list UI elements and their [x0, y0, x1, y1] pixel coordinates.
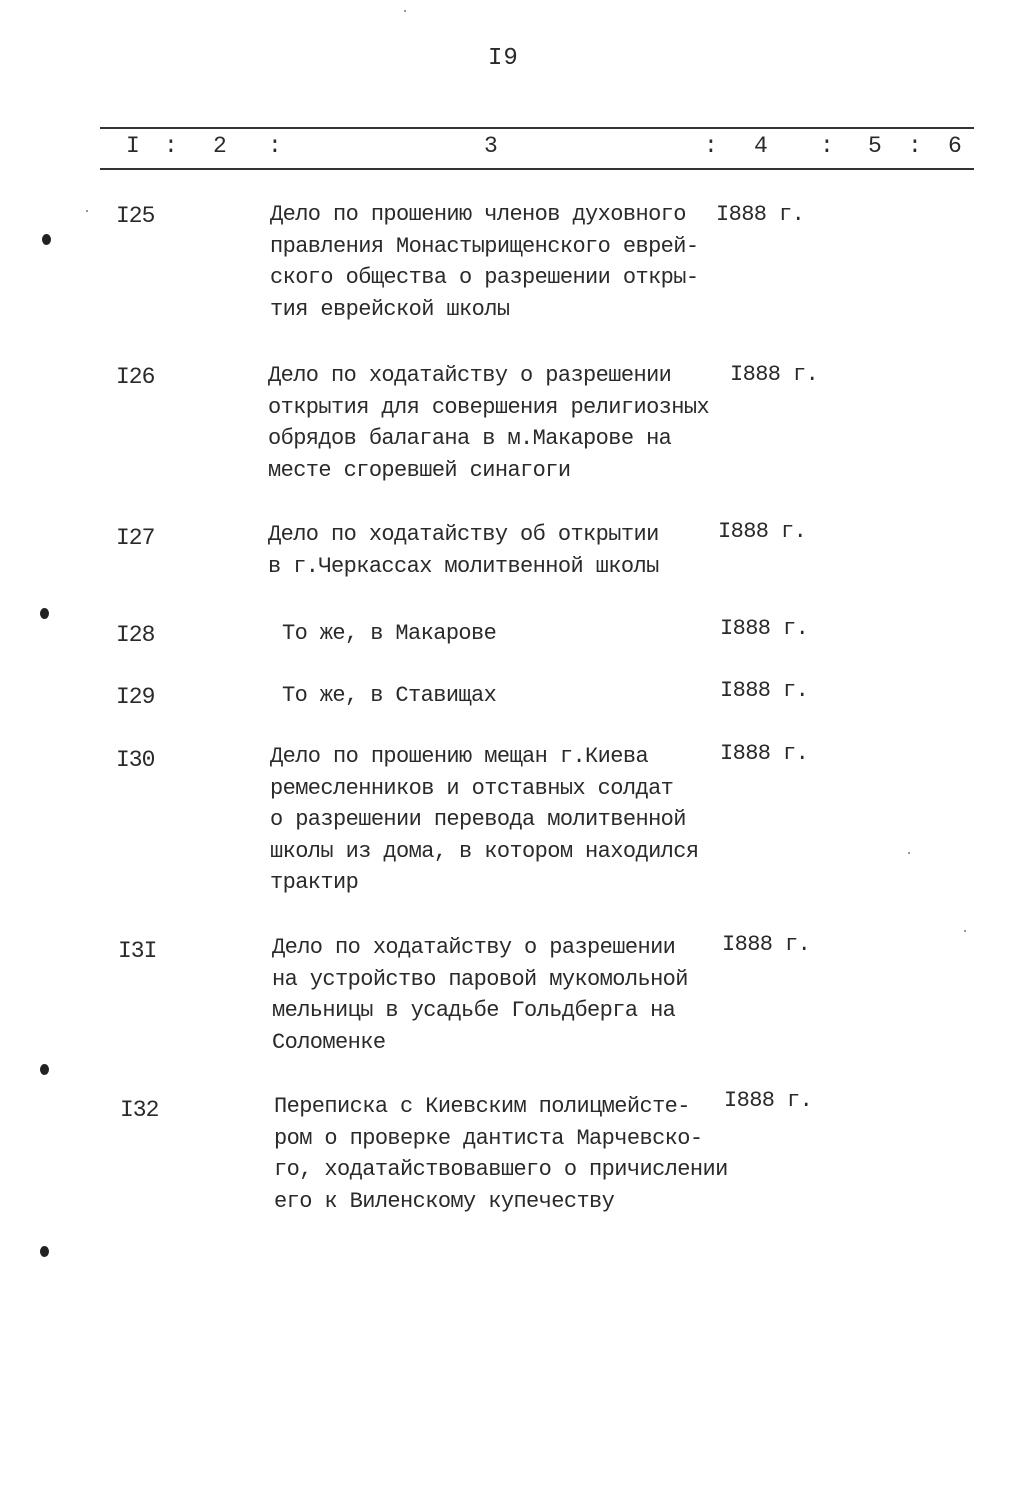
- entry-number: I28: [116, 622, 155, 648]
- column-separator: :: [268, 133, 282, 159]
- scan-speck: [964, 930, 966, 932]
- entry-description: Дело по ходатайству о разрешении на устройство паровой мукомольной мельницы в усадьбе Гольдберга на Соломенке: [272, 935, 688, 1055]
- entry-description: Переписка с Киевским полицмейсте- ром о проверке дантиста Марчевско- го, ходатайствовавшего о причислении его к Виленскому купечеству: [274, 1094, 728, 1214]
- entry-number: I32: [120, 1097, 159, 1123]
- entry-description: Дело по прошению мещан г.Киева ремесленников и отставных солдат о разрешении перевода молитвенной школы из дома, в котором находился трактир: [270, 744, 699, 895]
- table-header-rule: [100, 168, 974, 170]
- entry-number: I30: [116, 747, 155, 773]
- entry-number: I26: [116, 364, 155, 390]
- column-separator: :: [704, 133, 718, 159]
- column-header-3: 3: [484, 133, 498, 159]
- entry-number: I25: [116, 203, 155, 229]
- punch-hole-mark: [40, 1064, 49, 1075]
- column-separator: :: [164, 133, 178, 159]
- entry-year: I888 г.: [724, 1088, 813, 1113]
- entry-year: I888 г.: [720, 741, 809, 766]
- entry-description: То же, в Ставищах: [282, 683, 497, 708]
- entry-year: I888 г.: [720, 616, 809, 641]
- scan-speck: [908, 852, 910, 854]
- entry-number: I29: [116, 684, 155, 710]
- punch-hole-mark: [42, 234, 51, 245]
- punch-hole-mark: [40, 608, 49, 619]
- punch-hole-mark: [40, 1246, 49, 1257]
- scan-speck: [86, 210, 88, 212]
- column-separator: :: [820, 133, 834, 159]
- entry-description: Дело по прошению членов духовного правления Монастырищенского еврей- ского общества о разрешении откры- тия еврейской школы: [270, 202, 699, 322]
- table-top-rule: [100, 127, 974, 129]
- entry-description: Дело по ходатайству о разрешении открытия для совершения религиозных обрядов балагана в м.Макарове на месте сгоревшей синагоги: [268, 363, 710, 483]
- entry-description: Дело по ходатайству об открытии в г.Черкассах молитвенной школы: [268, 522, 659, 579]
- entry-year: I888 г.: [716, 202, 805, 227]
- column-header-5: 5: [868, 133, 882, 159]
- column-header-4: 4: [754, 133, 768, 159]
- entry-description: То же, в Макарове: [282, 621, 497, 646]
- scan-speck: [404, 10, 406, 12]
- entry-year: I888 г.: [722, 932, 811, 957]
- entry-year: I888 г.: [718, 519, 807, 544]
- entry-number: I3I: [118, 938, 157, 964]
- entry-year: I888 г.: [720, 678, 809, 703]
- column-header-1: I: [126, 133, 140, 159]
- entry-number: I27: [116, 525, 155, 551]
- page-number: I9: [488, 45, 519, 72]
- column-separator: :: [908, 133, 922, 159]
- column-header-6: 6: [948, 133, 962, 159]
- entry-year: I888 г.: [730, 362, 819, 387]
- column-header-2: 2: [213, 133, 227, 159]
